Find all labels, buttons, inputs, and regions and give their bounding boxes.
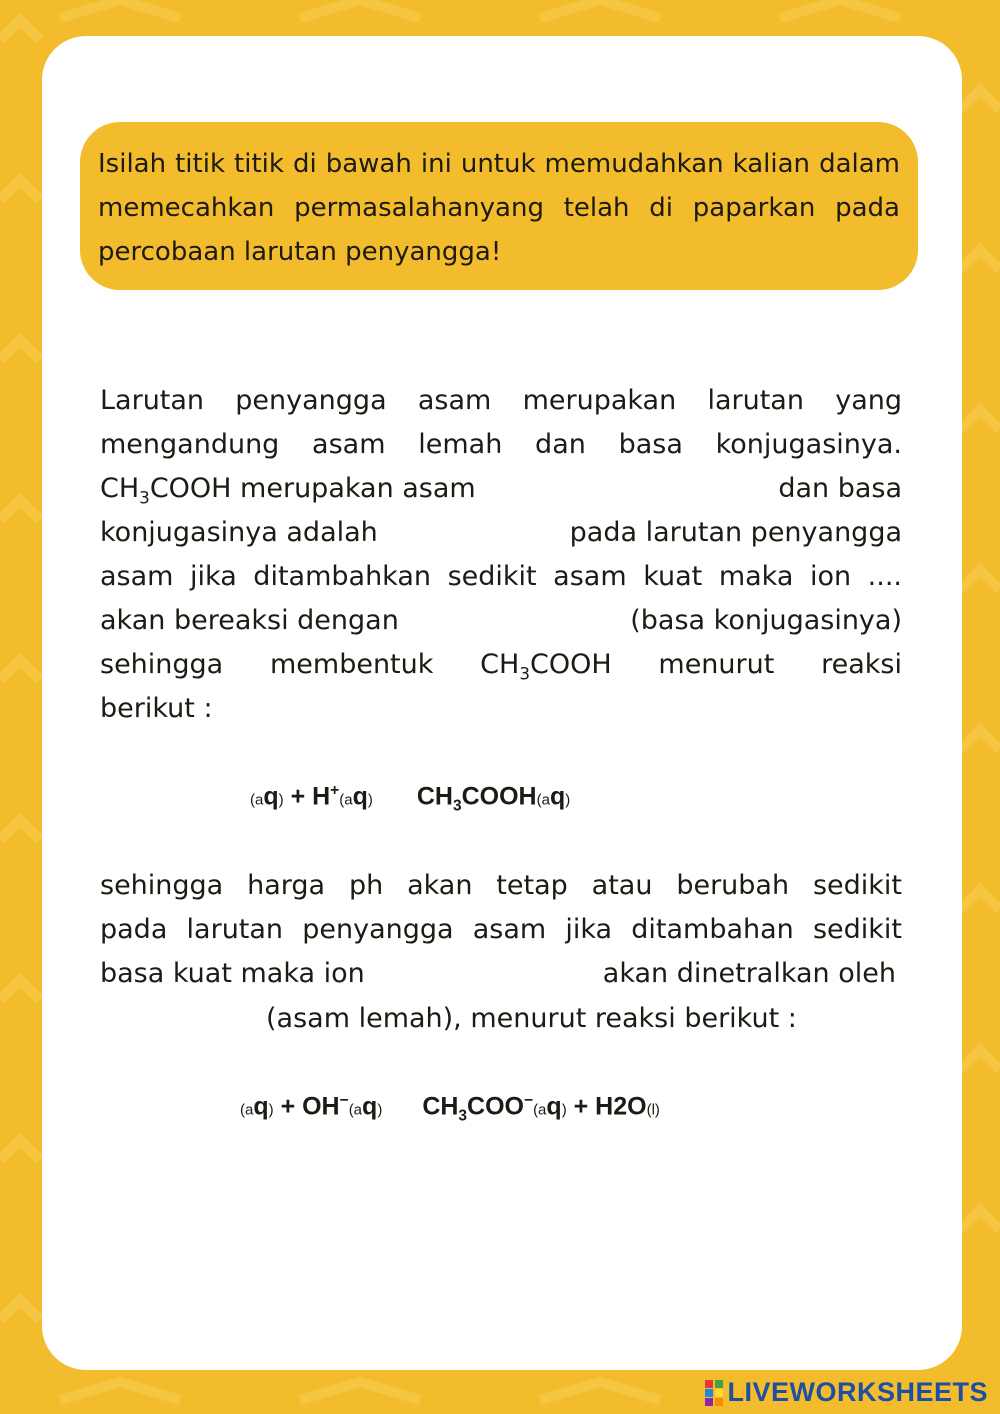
p1-line7-word1: sehingga: [100, 649, 224, 680]
watermark-text: LIVEWORKSHEETS: [727, 1377, 988, 1407]
paragraph1-line1: [100, 379, 902, 423]
p2-line1-text: sehingga harga ph akan tetap atau berubah sedikit: [100, 870, 902, 901]
p1-line2-text: mengandung asam lemah dan basa konjugasinya.: [100, 429, 902, 460]
liveworksheets-logo-icon: [705, 1380, 723, 1406]
p1-line4-left: konjugasinya adalah: [100, 517, 378, 548]
p2-line2-text: pada larutan penyangga asam jika ditambahan sedikit: [100, 914, 902, 945]
paragraph2-line2: [100, 908, 902, 952]
p1-line4-right: pada larutan penyangga: [569, 517, 902, 548]
p1-line1-text: Larutan penyangga asam merupakan larutan yang: [100, 385, 902, 416]
p1-line3-right: dan basa: [778, 473, 902, 504]
p1-line7-word4: menurut: [658, 649, 775, 680]
p1-line6-left: akan bereaksi dengan: [100, 605, 399, 636]
reaction-equation-1: (aq) + H+(aq) $CH_3COOH(aq)$: [250, 782, 571, 815]
paragraph2-line1: [100, 864, 902, 908]
paragraph1-line2: [100, 423, 902, 467]
p2-line3-left: basa kuat maka ion: [100, 958, 365, 989]
p1-line7-word5: reaksi: [821, 649, 902, 680]
p2-line3-right: akan dinetralkan oleh: [602, 958, 896, 989]
paragraph1-line5: [100, 555, 902, 599]
p1-line7-formula: $CH_3COOH$: [480, 649, 612, 684]
p2-line4: (asam lemah), menurut reaksi berikut :: [266, 1003, 797, 1034]
p1-line3-left: $CH_3COOH$ merupakan asam: [100, 473, 476, 508]
instruction-box: [80, 122, 918, 290]
p1-line7-word2: membentuk: [269, 649, 434, 680]
liveworksheets-watermark: [705, 1377, 988, 1408]
p1-line5-text: asam jika ditambahkan sedikit asam kuat maka ion ....: [100, 561, 902, 592]
p1-line6-right: (basa konjugasinya): [630, 605, 902, 636]
p1-line8: berikut :: [100, 693, 213, 724]
paragraph1-line7: [100, 643, 902, 687]
reaction-equation-2: (aq) + OH−(aq) $CH_3COO^-(aq) + H2O(l)$: [240, 1092, 660, 1125]
instruction-text: Isilah titik titik di bawah ini untuk memudahkan kalian dalam memecahkan permasalahanyang telah di paparkan pada percobaan larutan penyangga!: [98, 149, 900, 267]
